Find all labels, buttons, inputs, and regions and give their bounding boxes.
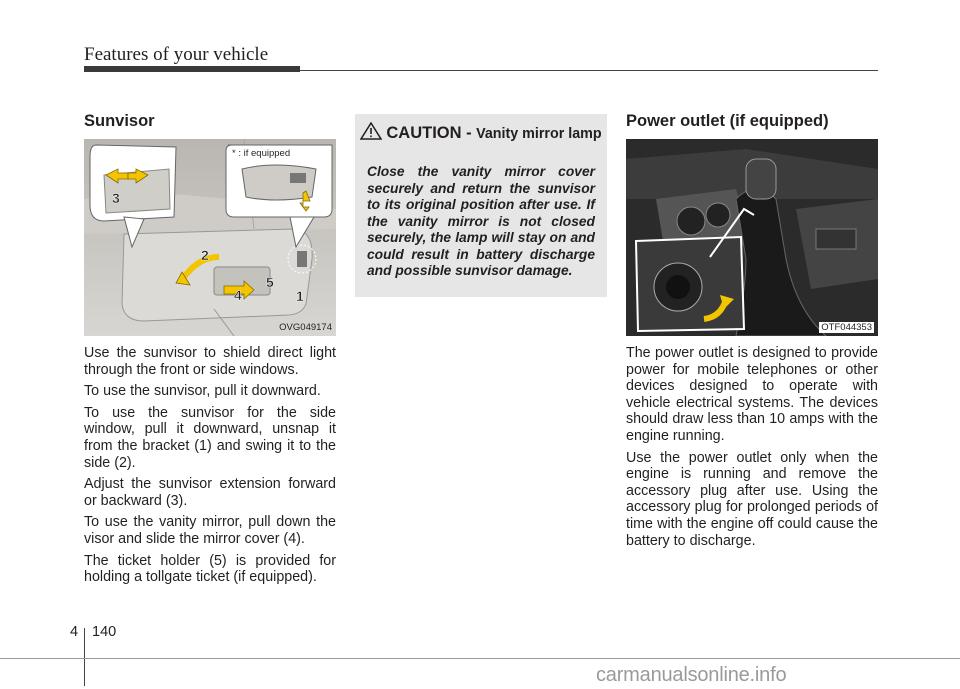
power-outlet-heading: Power outlet (if equipped): [626, 112, 829, 130]
power-outlet-figure: [626, 139, 878, 336]
footer-rule: [84, 628, 85, 686]
paragraph: To use the sunvisor for the side window, pull it downward, unsnap it from the bracket (1) and swing it to the side (2).: [84, 404, 336, 471]
power-outlet-body: [626, 345, 878, 554]
paragraph: To use the vanity mirror, pull down the visor and slide the mirror cover (4).: [84, 514, 336, 547]
caution-subject: Vanity mirror lamp: [476, 126, 602, 142]
header-bar: [84, 66, 300, 72]
caution-box: [355, 114, 607, 297]
sunvisor-illustration: [84, 139, 336, 336]
inset-note: * : if equipped: [232, 148, 291, 159]
footer-line: [0, 658, 960, 659]
paragraph: The ticket holder (5) is provided for holding a tollgate ticket (if equipped).: [84, 552, 336, 586]
callout-1: 1: [296, 288, 304, 304]
callout-4: 4: [234, 287, 242, 303]
warning-triangle-icon: [360, 122, 382, 140]
paragraph: To use the sunvisor, pull it downward.: [84, 383, 321, 400]
caution-body: Close the vanity mirror cover securely and return the sunvisor to its original position after use. If the vanity mirror is not closed securely, the lamp will stay on and could result in battery discharge and possible sunvisor damage.: [367, 164, 595, 278]
caution-title: [355, 122, 607, 143]
section-number: 4: [70, 624, 79, 640]
caution-word: CAUTION -: [386, 124, 472, 142]
figure-code: OVG049174: [279, 322, 332, 333]
power-outlet-illustration: [626, 139, 878, 336]
paragraph: Adjust the sunvisor extension forward or backward (3).: [84, 476, 336, 509]
callout-2: 2: [201, 247, 209, 263]
paragraph: Use the power outlet only when the engine is running and remove the accessory plug after use. Using the accessory plug for prolonged periods of time with the engine off could cause the battery to discharge.: [626, 449, 878, 549]
header-title: Features of your vehicle: [84, 44, 269, 65]
sunvisor-body: [84, 345, 336, 591]
callout-3: 3: [112, 190, 120, 206]
sunvisor-figure: [84, 139, 336, 336]
header-rule: [300, 70, 878, 71]
page-number: 140: [92, 624, 117, 640]
watermark[interactable]: carmanualsonline.info: [596, 664, 787, 686]
sunvisor-heading: Sunvisor: [84, 112, 155, 130]
paragraph: Use the sunvisor to shield direct light through the front or side windows.: [84, 345, 336, 378]
figure-code: OTF044353: [821, 322, 872, 333]
paragraph: The power outlet is designed to provide power for mobile telephones or other devices designed to operate with vehicle electrical systems. The devices should draw less than 10 amps with the engine running.: [626, 345, 878, 444]
callout-5: 5: [266, 274, 274, 290]
